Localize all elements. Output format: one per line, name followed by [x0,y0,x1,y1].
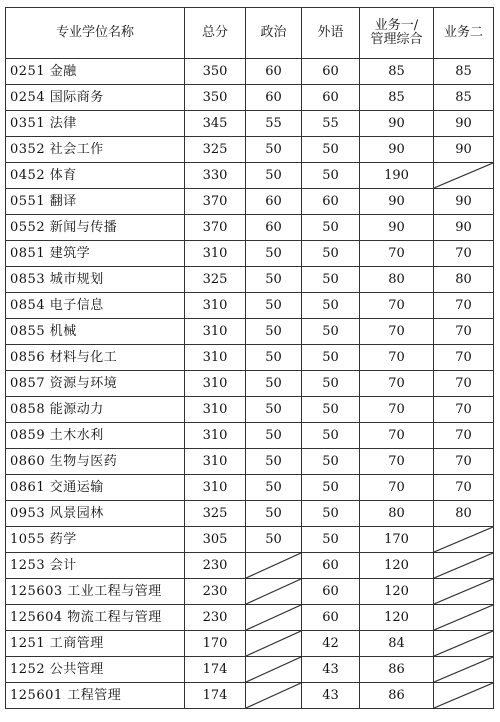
cell-foreign: 50 [302,293,360,319]
diagonal-slash-icon [246,657,301,682]
table-row [6,423,494,449]
cell-total: 310 [185,449,246,475]
cell-subject1: 80 [360,501,434,527]
cell-foreign: 42 [302,631,360,657]
cell-foreign: 43 [302,683,360,709]
cell-name: 0452 体育 [6,163,185,189]
cell-total: 305 [185,527,246,553]
cell-subject1: 90 [360,215,434,241]
cell-politics-not-applicable [246,657,302,683]
cell-foreign: 50 [302,449,360,475]
table-row [6,267,494,293]
table-row [6,605,494,631]
cell-subject1: 120 [360,579,434,605]
diagonal-slash-icon [246,683,301,708]
cell-name: 0351 法律 [6,111,185,137]
diagonal-slash-icon [246,579,301,604]
table-row [6,85,494,111]
table-row [6,111,494,137]
cell-foreign: 50 [302,527,360,553]
cell-subject1: 70 [360,241,434,267]
table-row [6,371,494,397]
cell-subject1: 120 [360,605,434,631]
cell-name: 1252 公共管理 [6,657,185,683]
cell-name: 0254 国际商务 [6,85,185,111]
header-total: 总分 [185,8,246,59]
cell-subject1: 70 [360,449,434,475]
cell-subject1: 70 [360,475,434,501]
cell-total: 170 [185,631,246,657]
cell-foreign: 50 [302,215,360,241]
table-row [6,553,494,579]
cell-foreign: 60 [302,579,360,605]
diagonal-slash-icon [434,605,493,630]
header-subject1 [360,8,434,59]
header-foreign: 外语 [302,8,360,59]
table-row [6,501,494,527]
cell-subject1: 70 [360,397,434,423]
cell-subject1: 120 [360,553,434,579]
cell-politics: 50 [246,137,302,163]
table-row [6,345,494,371]
cell-name: 0551 翻译 [6,189,185,215]
cell-name: 0251 金融 [6,59,185,85]
cell-name: 0856 材料与化工 [6,345,185,371]
cell-politics: 60 [246,59,302,85]
diagonal-slash-icon [434,527,493,552]
cell-foreign: 50 [302,397,360,423]
cell-politics: 50 [246,423,302,449]
cell-name: 0858 能源动力 [6,397,185,423]
cell-total: 325 [185,267,246,293]
cell-subject2: 70 [434,241,494,267]
cell-subject1: 80 [360,267,434,293]
table-row [6,241,494,267]
cell-total: 310 [185,345,246,371]
cell-name: 0552 新闻与传播 [6,215,185,241]
table-row [6,397,494,423]
cell-foreign: 50 [302,475,360,501]
cell-subject2-not-applicable [434,579,494,605]
header-subject1-line1: 业务一/ [374,18,419,33]
cell-subject2: 90 [434,189,494,215]
cell-subject2: 70 [434,293,494,319]
header-name: 专业学位名称 [6,8,185,59]
cell-total: 230 [185,553,246,579]
cell-total: 325 [185,501,246,527]
cell-foreign: 50 [302,163,360,189]
cell-politics: 50 [246,397,302,423]
cell-subject2: 70 [434,371,494,397]
cell-politics: 50 [246,475,302,501]
cell-politics-not-applicable [246,683,302,709]
table-row [6,215,494,241]
table-row [6,319,494,345]
cell-subject2: 70 [434,423,494,449]
cell-politics: 50 [246,501,302,527]
cell-foreign: 60 [302,59,360,85]
cell-name: 125603 工业工程与管理 [6,579,185,605]
cell-name: 0861 交通运输 [6,475,185,501]
cell-total: 310 [185,475,246,501]
diagonal-slash-icon [434,163,493,188]
cell-subject1: 70 [360,345,434,371]
cell-politics: 50 [246,527,302,553]
table-row [6,657,494,683]
table-row [6,163,494,189]
diagonal-slash-icon [246,605,301,630]
cell-name: 125604 物流工程与管理 [6,605,185,631]
cell-subject1: 85 [360,85,434,111]
cell-subject1: 70 [360,293,434,319]
cell-subject2-not-applicable [434,657,494,683]
cell-total: 350 [185,85,246,111]
cell-politics: 50 [246,319,302,345]
table-body [6,59,494,709]
table-row [6,683,494,709]
cell-name: 0953 风景园林 [6,501,185,527]
cell-subject2-not-applicable [434,605,494,631]
cell-foreign: 60 [302,189,360,215]
cell-subject1: 90 [360,189,434,215]
cell-politics: 50 [246,449,302,475]
cell-subject2-not-applicable [434,553,494,579]
cell-politics-not-applicable [246,579,302,605]
cell-subject2: 70 [434,475,494,501]
cell-name: 0352 社会工作 [6,137,185,163]
cell-subject2: 90 [434,111,494,137]
cell-subject1: 90 [360,137,434,163]
table-row [6,59,494,85]
cell-subject1: 86 [360,657,434,683]
cell-total: 310 [185,371,246,397]
cell-total: 230 [185,605,246,631]
cell-total: 330 [185,163,246,189]
cell-subject2: 70 [434,397,494,423]
cell-name: 0855 机械 [6,319,185,345]
cell-subject1: 85 [360,59,434,85]
diagonal-slash-icon [246,631,301,656]
cell-politics-not-applicable [246,553,302,579]
cell-total: 345 [185,111,246,137]
cell-foreign: 60 [302,85,360,111]
cell-foreign: 50 [302,241,360,267]
cell-subject2: 70 [434,345,494,371]
cell-total: 174 [185,657,246,683]
cell-subject1: 90 [360,111,434,137]
cell-subject2: 90 [434,137,494,163]
cell-name: 0853 城市规划 [6,267,185,293]
table-row [6,189,494,215]
cell-total: 310 [185,293,246,319]
cell-foreign: 50 [302,137,360,163]
cell-name: 0851 建筑学 [6,241,185,267]
diagonal-slash-icon [246,553,301,578]
cell-foreign: 50 [302,371,360,397]
cell-politics: 50 [246,371,302,397]
cell-foreign: 50 [302,345,360,371]
score-table [5,7,494,709]
cell-politics: 50 [246,345,302,371]
cell-name: 0854 电子信息 [6,293,185,319]
cell-politics: 60 [246,85,302,111]
cell-name: 125601 工程管理 [6,683,185,709]
cell-total: 310 [185,423,246,449]
diagonal-slash-icon [434,553,493,578]
cell-politics-not-applicable [246,631,302,657]
cell-name: 0857 资源与环境 [6,371,185,397]
table-row [6,449,494,475]
cell-politics: 50 [246,267,302,293]
cell-subject1: 70 [360,319,434,345]
cell-subject2-not-applicable [434,527,494,553]
header-subject1-line2: 管理综合 [370,32,423,47]
cell-total: 310 [185,319,246,345]
cell-subject1: 190 [360,163,434,189]
table-row [6,137,494,163]
cell-subject1: 70 [360,423,434,449]
cell-subject2: 80 [434,267,494,293]
cell-subject1: 70 [360,371,434,397]
table-row [6,293,494,319]
cell-total: 370 [185,189,246,215]
header-subject2: 业务二 [434,8,494,59]
cell-politics: 50 [246,163,302,189]
table-header [6,8,494,59]
cell-foreign: 55 [302,111,360,137]
cell-subject2: 70 [434,449,494,475]
cell-foreign: 43 [302,657,360,683]
cell-total: 370 [185,215,246,241]
cell-foreign: 50 [302,319,360,345]
cell-foreign: 60 [302,553,360,579]
cell-total: 310 [185,397,246,423]
cell-name: 1251 工商管理 [6,631,185,657]
cell-subject1: 86 [360,683,434,709]
header-row [6,8,494,59]
cell-subject2: 90 [434,215,494,241]
cell-subject2-not-applicable [434,631,494,657]
cell-foreign: 60 [302,605,360,631]
cell-subject2: 85 [434,85,494,111]
cell-subject2: 70 [434,319,494,345]
table-row [6,527,494,553]
cell-subject2: 85 [434,59,494,85]
cell-total: 350 [185,59,246,85]
cell-foreign: 50 [302,501,360,527]
cell-total: 174 [185,683,246,709]
cell-foreign: 50 [302,423,360,449]
cell-total: 325 [185,137,246,163]
cell-politics: 60 [246,189,302,215]
diagonal-slash-icon [434,683,493,708]
cell-name: 1253 会计 [6,553,185,579]
cell-name: 0859 土木水利 [6,423,185,449]
cell-subject2-not-applicable [434,163,494,189]
cell-politics: 55 [246,111,302,137]
cell-subject1: 84 [360,631,434,657]
cell-politics: 50 [246,241,302,267]
table-row [6,475,494,501]
cell-politics-not-applicable [246,605,302,631]
cell-name: 0860 生物与医药 [6,449,185,475]
cell-foreign: 50 [302,267,360,293]
header-politics: 政治 [246,8,302,59]
cell-subject1: 170 [360,527,434,553]
diagonal-slash-icon [434,657,493,682]
diagonal-slash-icon [434,631,493,656]
cell-politics: 50 [246,293,302,319]
table-row [6,631,494,657]
cell-total: 230 [185,579,246,605]
cell-name: 1055 药学 [6,527,185,553]
cell-politics: 60 [246,215,302,241]
table-row [6,579,494,605]
diagonal-slash-icon [434,579,493,604]
cell-total: 310 [185,241,246,267]
cell-subject2-not-applicable [434,683,494,709]
cell-subject2: 80 [434,501,494,527]
